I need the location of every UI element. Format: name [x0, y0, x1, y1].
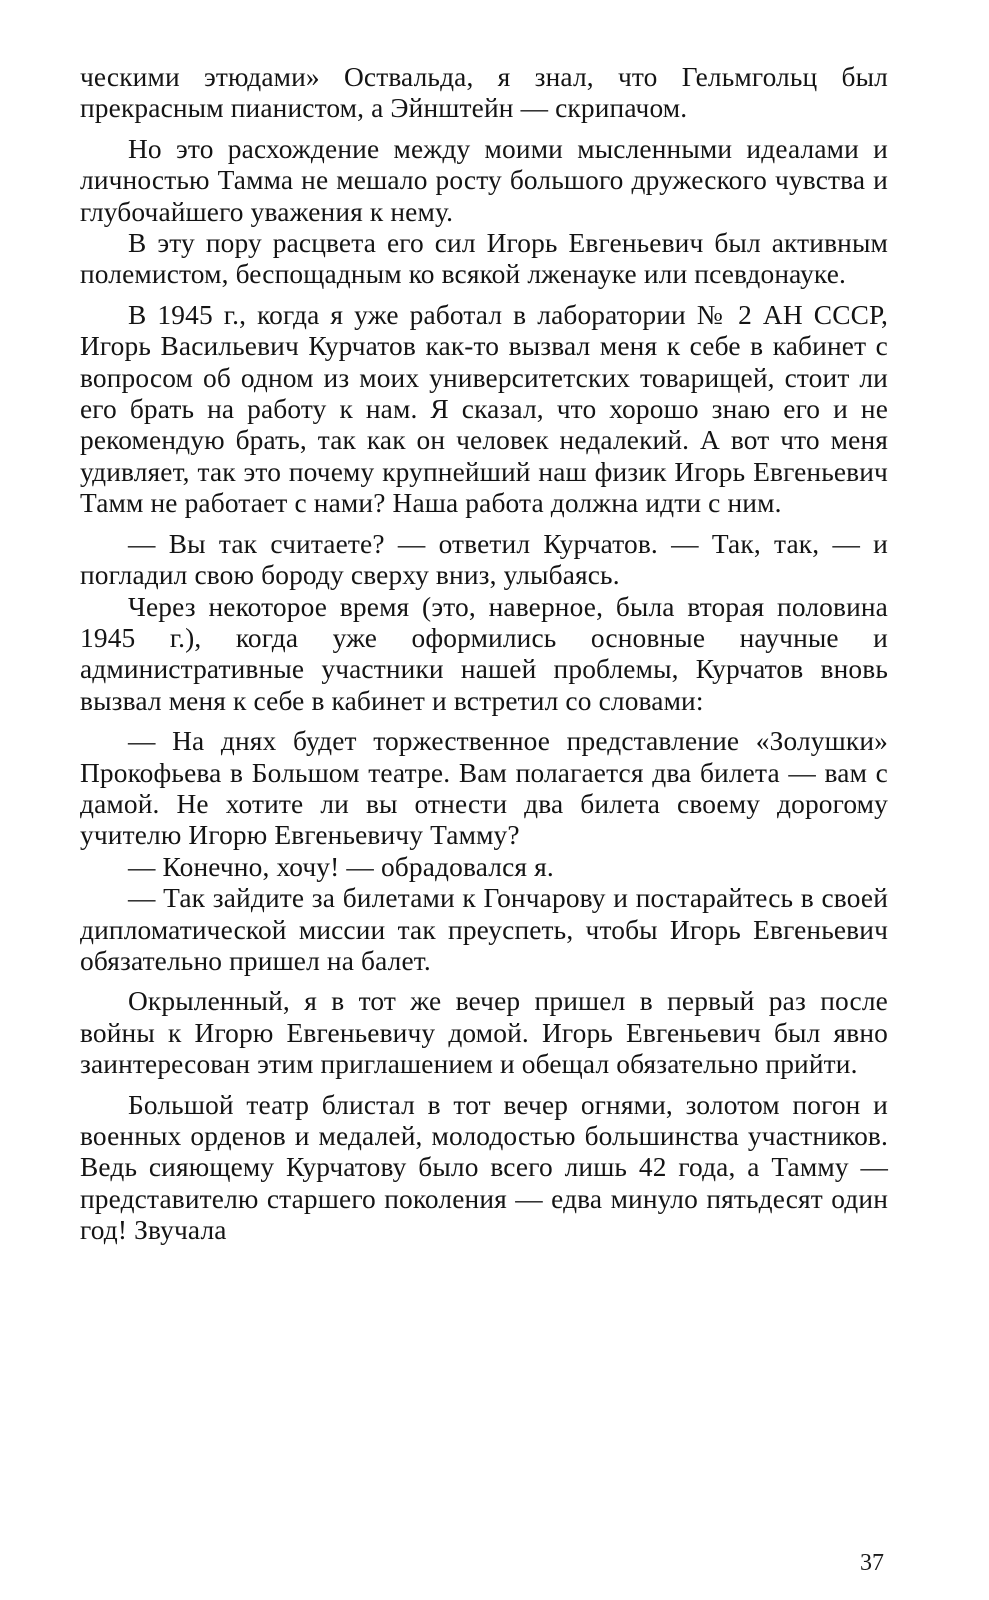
book-page-text: [80, 62, 888, 1522]
paragraph: Окрыленный, я в тот же вечер пришел в первый раз после войны к Игорю Евгеньевичу домой. Игорь Евгеньевич был явно заинтересован этим приглашением и обещал обязательно прийти.: [80, 986, 888, 1080]
page-number: 37: [860, 1550, 884, 1576]
paragraph: В эту пору расцвета его сил Игорь Евгеньевич был активным полемистом, беспощадным ко всякой лженауке или псевдонауке.: [80, 228, 888, 290]
paragraph-dialogue: — Конечно, хочу! — обрадовался я.: [128, 851, 554, 882]
paragraph-dialogue: — Вы так считаете? — ответил Курчатов. — Так, так, — и погладил свою бороду сверху вниз, улыбаясь.: [80, 528, 888, 591]
paragraph: В 1945 г., когда я уже работал в лаборатории № 2 АН СССР, Игорь Васильевич Курчатов как-то вызвал меня к себе в кабинет с вопросом об одном из моих университетских товарищей, стоит ли его брать на работу к нам. Я сказал, что хорошо знаю его и не рекомендую брать, так как он человек недалекий. А вот что меня удивляет, так это почему крупнейший наш физик Игорь Евгеньевич Тамм не работает с нами? Наша работа должна идти с ним.: [80, 299, 888, 519]
paragraph-dialogue: — Так зайдите за билетами к Гончарову и постарайтесь в своей дипломатической миссии так преуспеть, чтобы Игорь Евгеньевич обязательно пришел на балет.: [80, 883, 888, 976]
paragraph: Большой театр блистал в тот вечер огнями, золотом погон и военных орденов и медалей, молодостью большинства участников. Ведь сияющему Курчатову было всего лишь 42 года, а Тамму — представителю старшего поколения — едва минуло пятьдесят один год! Звучала: [80, 1089, 888, 1246]
paragraph: Через некоторое время (это, наверное, была вторая половина 1945 г.), когда уже оформились основные научные и административные участники нашей проблемы, Курчатов вновь вызвал меня к себе в кабинет и встретил со словами:: [80, 591, 888, 716]
paragraph-continuation: ческими этюдами» Оствальда, я знал, что Гельмгольц был прекрасным пианистом, а Эйнштейн — скрипачом.: [80, 62, 888, 124]
paragraph-dialogue: — На днях будет торжественное представление «Золушки» Прокофьева в Большом театре. Вам полагается два билета — вам с дамой. Не хотите ли вы отнести два билета своему дорогому учителю Игорю Евгеньевичу Тамму?: [80, 726, 888, 851]
paragraph: Но это расхождение между моими мысленными идеалами и личностью Тамма не мешало росту большого дружеского чувства и глубочайшего уважения к нему.: [80, 133, 888, 227]
